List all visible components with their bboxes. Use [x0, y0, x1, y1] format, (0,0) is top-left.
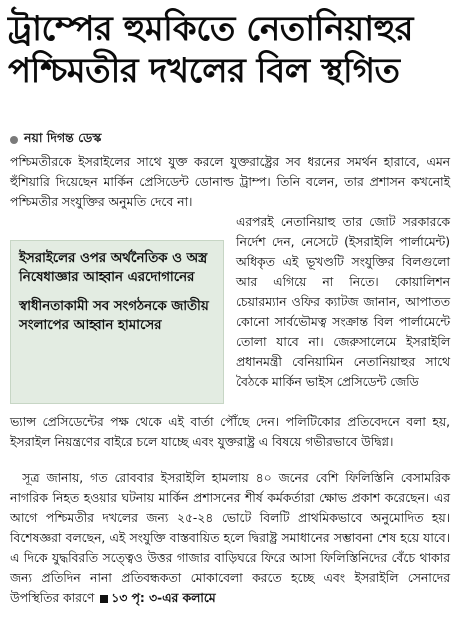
paragraph-4 [10, 468, 450, 608]
headline-line-1: ট্রাম্পের হুমকিতে নেতানিয়াহুর [8, 9, 413, 49]
paragraph-2: এরপরই নেতানিয়াহু তার জোট সরকারকে নির্দেশ দেন, নেসেটে (ইসরাইলি পার্লামেন্ট) অধিকৃত এই ভূখণ্ডটি সংযুক্তির বিলগুলো আর এগিয়ে না নিতে। কোয়ালিশন চেয়ারম্যান ওফির ক্যাটজ জানান, আপাতত কোনো সার্বভৌমত্ব সংক্রান্ত বিল পার্লামেন্টে তোলা যাবে না। জেরুসালেমে ইসরাইলি প্রধানমন্ত্রী বেনিয়ামিন নেতানিয়াহুর সাথে বৈঠকে মার্কিন ভাইস প্রেসিডেন্ট জেডি [236, 215, 450, 389]
byline [10, 130, 101, 150]
bullet-icon [10, 136, 18, 144]
pullquote-item-1: ইসরাইলের ওপর অর্থনৈতিক ও অস্ত্র নিষেধাজ্ঞার আহ্বান এরদোগানের [19, 251, 208, 285]
square-bullet-icon [100, 595, 108, 603]
continued-on-label: ১৩ পৃ: ৩-এর কলামে [111, 591, 216, 605]
paragraph-1: পশ্চিমতীরকে ইসরাইলের সাথে যুক্ত করলে যুক্তরাষ্ট্রের সব ধরনের সমর্থন হারাবে, এমন হুঁশিয়ারি দিয়েছেন মার্কিন প্রেসিডেন্ট ডোনাল্ড ট্রাম্প। তিনি বলেন, তার প্রশাসন কখনোই পশ্চিমতীর সংযুক্তির অনুমতি দেবে না। [10, 155, 450, 209]
pullquote-item-2: স্বাধীনতাকামী সব সংগঠনকে জাতীয় সংলাপের আহ্বান হামাসের [19, 299, 209, 333]
headline [8, 8, 454, 92]
desk-label: নয়া দিগন্ত ডেস্ক [24, 130, 102, 145]
headline-line-2: পশ্চিমতীর দখলের বিল স্থগিত [8, 51, 400, 91]
paragraph-4-text: সূত্র জানায়, গত রোববার ইসরাইলি হামলায় ৪০ জনের বেশি ফিলিস্তিনি বেসামরিক নাগরিক নিহত হওয়ার ঘটনায় মার্কিন প্রশাসনের শীর্ষ কর্মকর্তারা ক্ষোভ প্রকাশ করেছেন। এর আগে পশ্চিমতীর দখলের জন্য ২৫-২৪ ভোটে বিলটি প্রাথমিকভাবে অনুমোদিত হয়। বিশেষজ্ঞরা বলছেন, এই সংযুক্তি বাস্তবায়িত হলে দ্বিরাষ্ট্র সমাধানের সম্ভাবনা শেষ হয়ে যাবে। এ দিকে যুদ্ধবিরতি সত্ত্বেও উত্তর গাজার বাড়িঘরে ফিরে আসা ফিলিস্তিনিদের বেঁচে থাকার জন্য প্রতিদিন নানা প্রতিবন্ধকতা মোকাবেলা করতে হচ্ছে এবং ইসরাইলি সেনাদের উপস্থিতির কারণে [10, 471, 450, 605]
pullquote-box [10, 240, 224, 404]
paragraph-3: ভ্যান্স প্রেসিডেন্টের পক্ষ থেকে এই বার্তা পৌঁছে দেন। পলিটিকোর প্রতিবেদনে বলা হয়, ইসরাইল নিয়ন্ত্রণের বাইরে চলে যাচ্ছে এবং যুক্তরাষ্ট্র এ বিষয়ে গভীরভাবে উদ্বিগ্ন। [10, 415, 450, 449]
